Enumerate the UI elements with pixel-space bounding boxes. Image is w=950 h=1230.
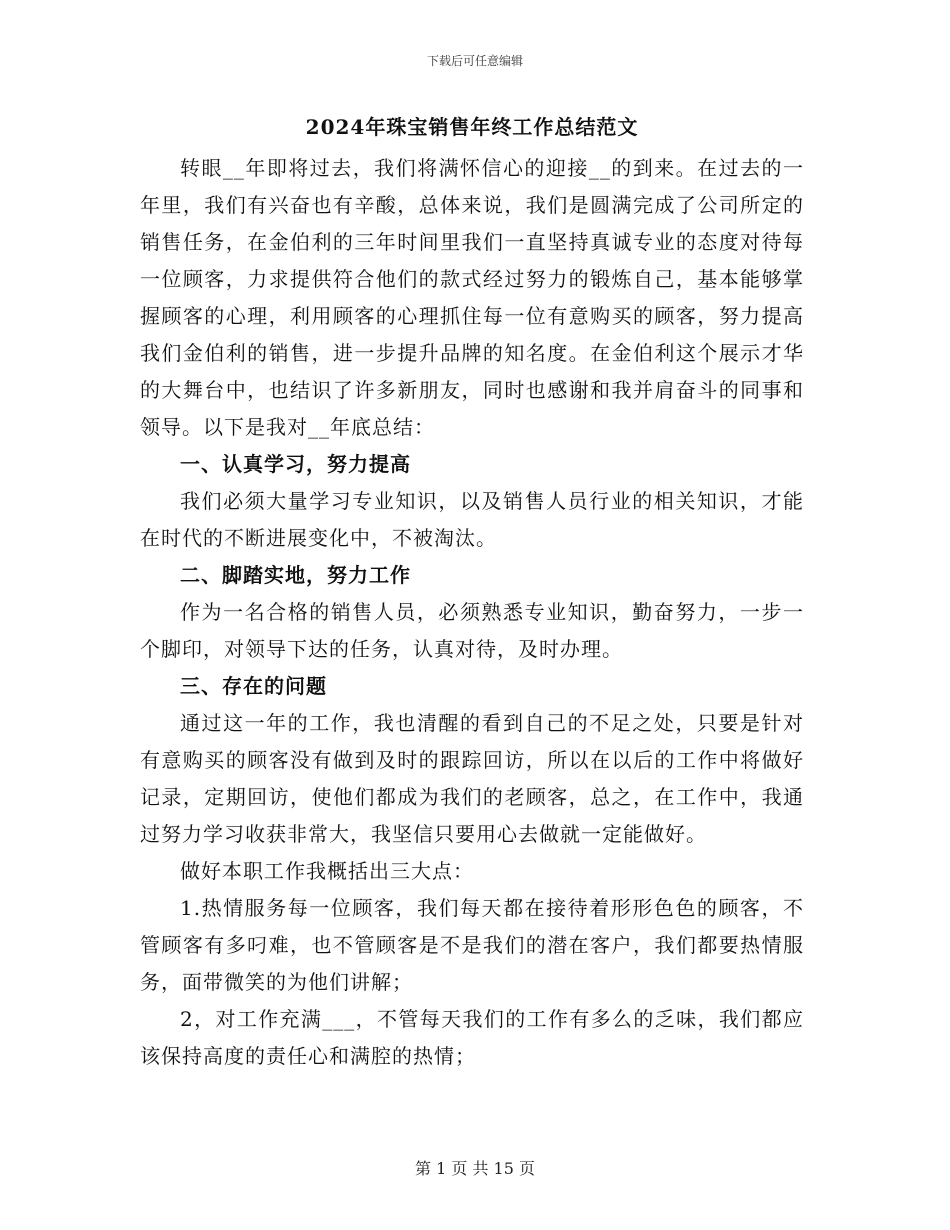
summary-intro: 做好本职工作我概括出三大点： [180,859,474,883]
document-body [140,112,804,1075]
section-heading-1: 一、认真学习，努力提高 [180,452,411,476]
section-heading-3: 三、存在的问题 [180,674,327,698]
intro-paragraph: 转眼__年即将过去，我们将满怀信心的迎接__的到来。在过去的一年里，我们有兴奋也有辛酸，总体来说，我们是圆满完成了公司所定的销售任务，在金伯利的三年时间里我们一直坚持真诚专业的态度对待每一位顾客，力求提供符合他们的款式经过努力的锻炼自己，基本能够掌握顾客的心理，利用顾客的心理抓住每一位有意购买的顾客，努力提高我们金伯利的销售，进一步提升品牌的知名度。在金伯利这个展示才华的大舞台中，也结识了许多新朋友，同时也感谢和我并肩奋斗的同事和领导。以下是我对__年底总结： [140,156,804,439]
section-text-1: 我们必须大量学习专业知识，以及销售人员行业的相关知识，才能在时代的不断进展变化中，不被淘汰。 [140,489,804,550]
section-text-2: 作为一名合格的销售人员，必须熟悉专业知识，勤奋努力，一步一个脚印，对领导下达的任务，认真对待，及时办理。 [140,600,804,661]
section-text-3: 通过这一年的工作，我也清醒的看到自己的不足之处，只要是针对有意购买的顾客没有做到及时的跟踪回访，所以在以后的工作中将做好记录，定期回访，使他们都成为我们的老顾客，总之，在工作中，我通过努力学习收获非常大，我坚信只要用心去做就一定能做好。 [140,711,804,846]
document-title: 2024年珠宝销售年终工作总结范文 [305,115,639,139]
list-item-point-1: 1.热情服务每一位顾客，我们每天都在接待着形形色色的顾客，不管顾客有多叼难，也不管顾客是不是我们的潜在客户，我们都要热情服务，面带微笑的为他们讲解； [140,896,804,994]
page-number: 第 1 页 共 15 页 [415,1159,535,1178]
section-heading-2: 二、脚踏实地，努力工作 [180,563,411,587]
list-item-point-2: 2，对工作充满___，不管每天我们的工作有多么的乏味，我们都应该保持高度的责任心和满腔的热情； [140,1007,804,1068]
header-note: 下载后可任意编辑 [426,54,523,68]
